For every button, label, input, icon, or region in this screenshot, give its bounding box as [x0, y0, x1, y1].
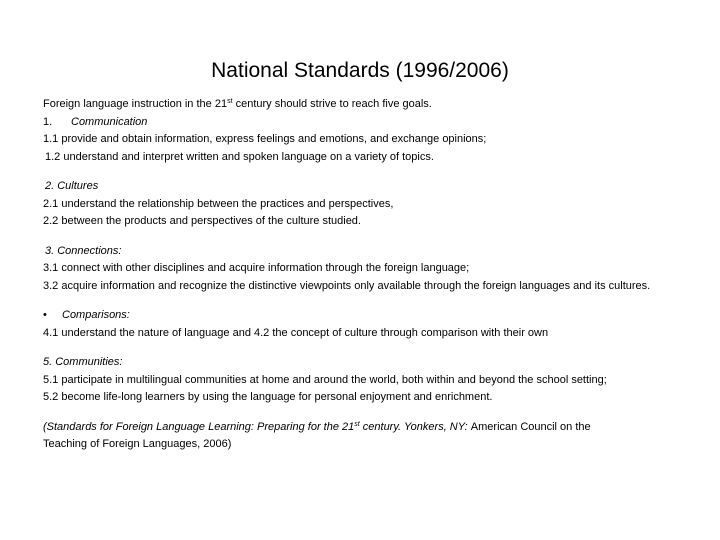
connections-heading [43, 243, 673, 261]
slide-body [43, 96, 673, 454]
spacer [43, 342, 673, 354]
comparisons-title: Comparisons: [62, 309, 130, 321]
page-title: National Standards (1996/2006) [211, 59, 509, 82]
connections-standard-2: 3.2 acquire information and recognize the distinctive viewpoints only available through the foreign languages and its cultures. [43, 279, 651, 292]
communities-title: 5. Communities: [43, 356, 123, 368]
communication-title: Communication [71, 115, 148, 128]
communication-standard-1: 1.1 provide and obtain information, express feelings and emotions, and exchange opinions; [43, 133, 487, 145]
intro-line [43, 96, 673, 114]
intro-text: Foreign language instruction in the 21 [43, 98, 228, 110]
spacer [43, 295, 673, 307]
spacer [43, 407, 673, 419]
citation-publisher: American Council on the [470, 420, 591, 433]
bullet-icon: • [43, 309, 47, 321]
cultures-heading [43, 178, 673, 196]
citation-location: century. Yonkers, NY: [359, 420, 471, 433]
spacer [43, 166, 673, 178]
cultures-standard-1: 2.1 understand the relationship between the practices and perspectives, [43, 197, 394, 210]
citation-title: (Standards for Foreign Language Learning: Preparing for the 21 [43, 420, 355, 433]
intro-superscript: st [227, 98, 233, 105]
communication-number: 1. [43, 115, 53, 128]
comparisons-heading [43, 307, 673, 325]
cultures-standard-2: 2.2 between the products and perspectives of the culture studied. [43, 215, 361, 227]
citation-line-1 [43, 419, 673, 437]
spacer [43, 231, 673, 243]
communication-standard-2: 1.2 understand and interpret written and spoken language on a variety of topics. [45, 150, 434, 163]
communities-standard-2: 5.2 become life-long learners by using the language for personal enjoyment and enrichment. [43, 391, 493, 403]
comparisons-standard: 4.1 understand the nature of language and 4.2 the concept of culture through comparison with their own [43, 326, 549, 339]
citation-line-2: Teaching of Foreign Languages, 2006) [43, 438, 232, 450]
connections-standard-1: 3.1 connect with other disciplines and acquire information through the foreign language; [43, 262, 470, 274]
connections-title: 3. Connections: [45, 244, 122, 257]
intro-text-end: century should strive to reach five goals. [232, 98, 432, 110]
communities-heading [43, 354, 673, 372]
communication-heading [43, 114, 673, 132]
cultures-title: 2. Cultures [45, 180, 99, 192]
communities-standard-1: 5.1 participate in multilingual communities at home and around the world, both within and beyond the school setting; [43, 373, 607, 386]
citation-superscript: st [354, 420, 360, 428]
